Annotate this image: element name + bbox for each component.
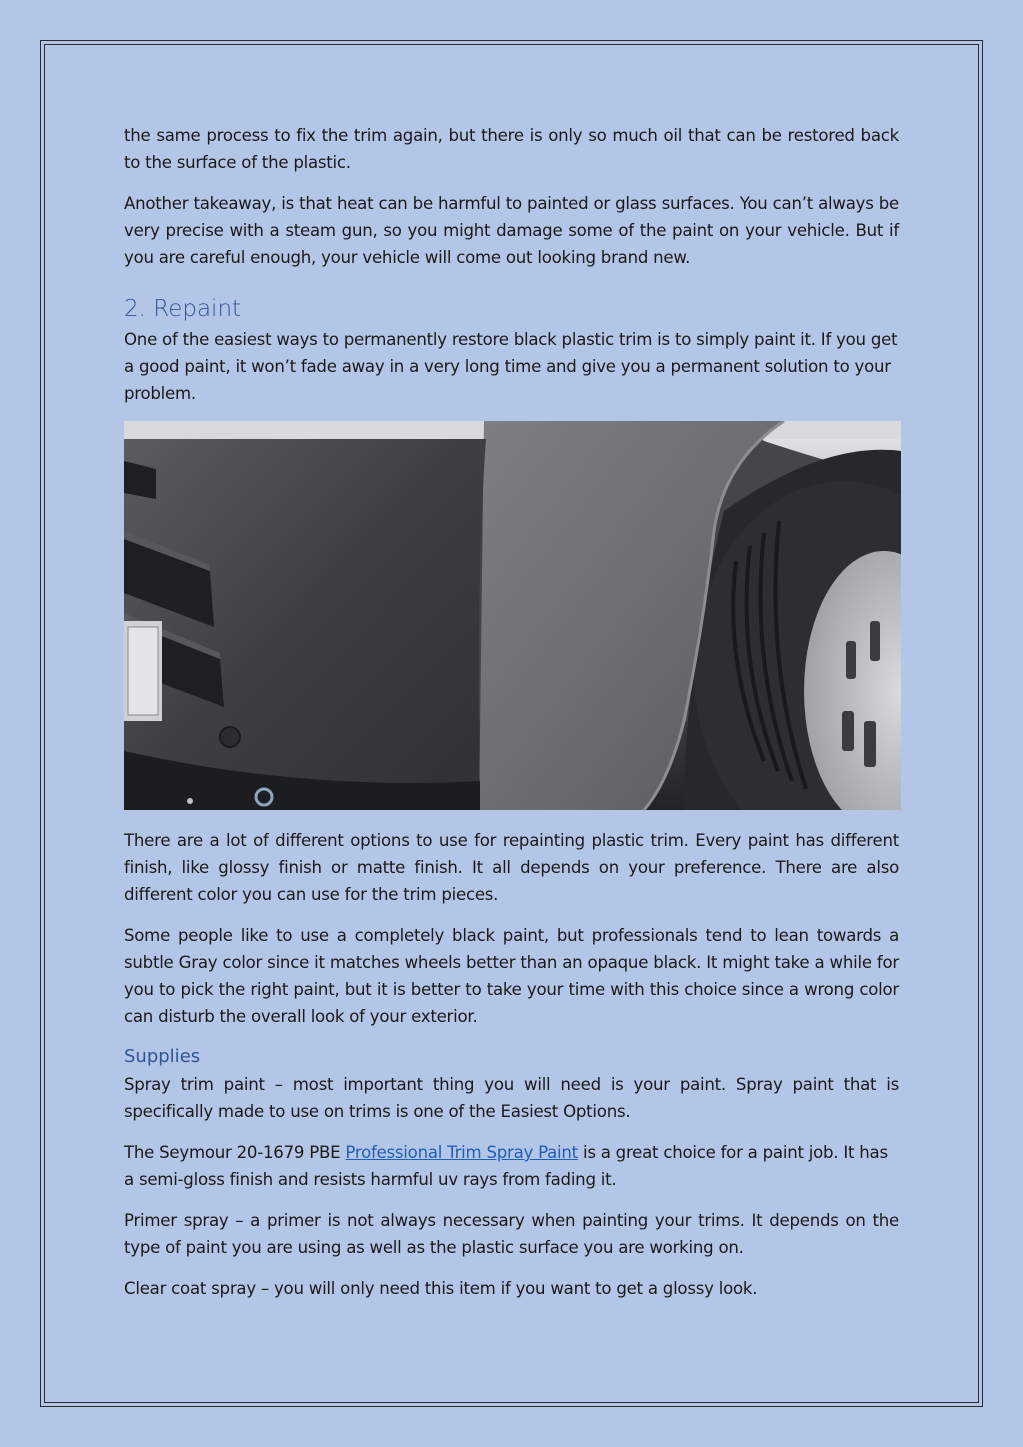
- heading-repaint: 2. Repaint: [124, 296, 242, 322]
- paragraph-spray-trim-paint: Spray trim paint – most important thing you will need is your paint. Spray paint that is specifically made to use on trims is one of the Easiest Options.: [124, 1075, 899, 1121]
- paragraph-paint-color: Some people like to use a completely black paint, but professionals tend to lean towards a subtle Gray color since it matches wheels better than an opaque black. It might take a while for you to pick the right paint, but it is better to take your time with this choice since a wrong color can disturb the overall look of your exterior.: [124, 926, 899, 1026]
- heading-supplies: Supplies: [124, 1046, 201, 1067]
- document-body: [124, 122, 899, 1316]
- paragraph-clear-coat: Clear coat spray – you will only need this item if you want to get a glossy look.: [124, 1279, 758, 1298]
- paragraph-heat-takeaway: Another takeaway, is that heat can be harmful to painted or glass surfaces. You can’t always be very precise with a steam gun, so you might damage some of the paint on your vehicle. But if you are careful enough, your vehicle will come out looking brand new.: [124, 194, 899, 267]
- car-bumper-illustration: [124, 421, 901, 810]
- paragraph-paint-options: There are a lot of different options to use for repainting plastic trim. Every paint has different finish, like glossy finish or matte finish. It all depends on your preference. There are also different color you can use for the trim pieces.: [124, 831, 899, 904]
- seymour-text-before: The Seymour 20-1679 PBE: [124, 1143, 346, 1162]
- car-bumper-photo: [124, 421, 901, 810]
- paragraph-repaint-intro: One of the easiest ways to permanently restore black plastic trim is to simply paint it. If you get a good paint, it won’t fade away in a very long time and give you a permanent solution to your problem.: [124, 330, 898, 403]
- seymour-text-after: is a great choice for a paint job. It has a semi-gloss finish and resists harmful uv rays from fading it.: [124, 1143, 888, 1189]
- paragraph-trim-oil: the same process to fix the trim again, but there is only so much oil that can be restored back to the surface of the plastic.: [124, 126, 899, 172]
- paragraph-seymour-paint: [124, 1139, 899, 1193]
- paragraph-primer-spray: Primer spray – a primer is not always necessary when painting your trims. It depends on the type of paint you are using as well as the plastic surface you are working on.: [124, 1211, 899, 1257]
- professional-trim-spray-paint-link[interactable]: Professional Trim Spray Paint: [345, 1143, 578, 1162]
